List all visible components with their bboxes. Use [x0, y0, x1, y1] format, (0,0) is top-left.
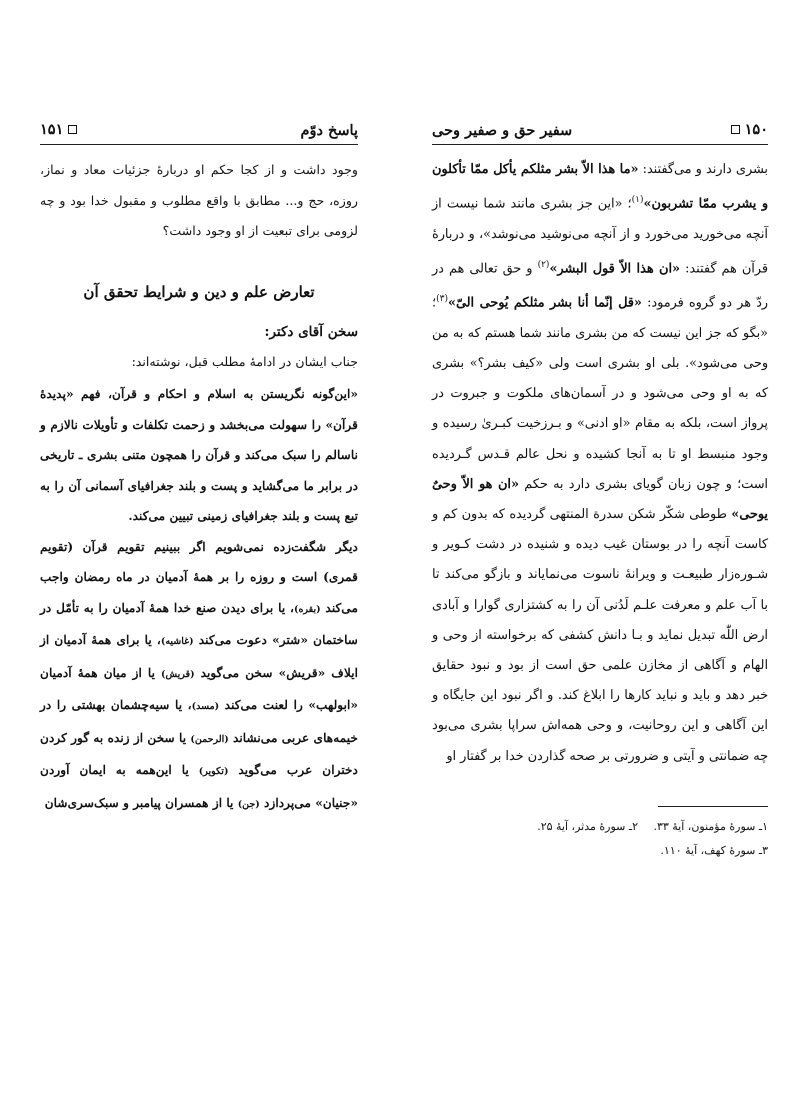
footnote-3: ۳ـ سورۀ کهف، آیۀ ۱۱۰. — [660, 843, 768, 857]
quote-paragraph — [40, 532, 358, 821]
body-text: و حق تعالی هم در ردّ هر دو گروه فرمود: — [432, 261, 768, 311]
footnote-marker: (۲) — [537, 259, 550, 270]
quote-paragraph: «این‌گونه نگریستن به اسلام و احکام و قرآن، فهم «پدیدۀ قرآن» را سهولت می‌بخشد و زحمت تکلفات و تأویلات نالازم و ناسالم را سبک می‌کند و قرآن را همچون متنی بشری ـ تاریخی در برابر ما می‌گشاید و پست و بلند جغرافیای آسمانی آن را به تبع پست و بلند جغرافیای زمینی تبیین می‌کند. — [40, 387, 358, 523]
surah-reference: (قریش) — [161, 668, 195, 680]
footnote-row — [432, 839, 768, 863]
square-ornament-icon — [731, 125, 740, 134]
page-header — [40, 118, 358, 145]
body-text: ؛ «بگو که جز این نیست که من بشری مانند شما هستم که به من وحی می‌شود». بلی او بشری است ولی «کیف بشر؟» بشری که به او وحی می‌شود و در آسمان‌های ملکوت و جبروت در پرواز است، بلکه به مقام «او ادنی» و بـرزخیت کبـریٰ رسیده و وجود منبسط او تا به آنجا کشیده و نحل عالم قـدس گـردیده است؛ و چون زبان گویای بشری دارد به حکم — [432, 295, 768, 492]
page-number-text: ۱۵۱ — [40, 121, 64, 138]
speaker-label: سخن آقای دکتر: — [264, 323, 358, 340]
left-page — [40, 118, 358, 820]
running-title: پاسخ دوّم — [300, 122, 358, 139]
quote-text: ، یا سیه‌چشمان بهشتی را در خیمه‌های عربی می‌نشاند — [40, 698, 358, 745]
quranic-quote: «ان هذا الاّ قول البشر» — [549, 261, 680, 277]
section-heading: تعارض علم و دین و شرایط تحقق آن — [83, 282, 315, 301]
footnote-2: ۲ـ سورۀ مدثر، آیۀ ۲۵. — [537, 819, 638, 833]
quranic-quote: «ان هو الاّ وحیٌ یوحی» — [432, 476, 768, 523]
footnote-1: ۱ـ سورۀ مؤمنون، آیۀ ۳۳. — [653, 819, 768, 833]
body-text: ؛ «این جز بشری مانند شما نیست از آنچه می‌خورید می‌خورد و از آنچه می‌نوشید می‌نوشد»، و دربارۀ قرآن هم گفتند: — [432, 196, 768, 277]
quote-text: یا از میان همۀ آدمیان «ابولهب» را لعنت می‌کند — [40, 665, 358, 712]
surah-reference: (الرحمن) — [190, 733, 229, 745]
surah-reference: (غاشیه) — [160, 636, 194, 647]
surah-reference: (بقره) — [293, 603, 321, 615]
surah-reference: (تکویر) — [198, 766, 229, 777]
quranic-quote: «ما هذا الاّ بشر مثلکم یأکل ممّا تأکلون و یشرب ممّا تشربون» — [432, 162, 769, 212]
footnote-divider — [658, 806, 768, 807]
quranic-quote: «قل إنّما أنا بشر مثلکم یُوحی الیّ» — [447, 295, 642, 311]
continuation-paragraph: وجود داشت و از کجا حکم او دربارۀ جزئیات معاد و نماز، روزه، حج و... مطابق با واقع مطلوب و مقبول خدا بود و چه لزومی برای تبعیت از او وجود داشت؟ — [40, 162, 358, 238]
surah-reference: (جن) — [237, 798, 260, 810]
quote-text: دیگر شگفت‌زده نمی‌شویم اگر ببینیم تقویم قرآن (تقویم قمری) است و روزه را بر همۀ آدمیان در ماه رمضان واجب می‌کند — [40, 539, 358, 615]
footnote-marker: (۳) — [436, 294, 448, 305]
page-number — [40, 121, 77, 138]
footnote-marker: (۱) — [631, 195, 644, 206]
square-ornament-icon — [68, 125, 77, 134]
footnote-row — [432, 815, 768, 839]
quote-text: یا از همسران پیامبر و سبک‌سری‌شان — [44, 795, 238, 810]
quote-text: یا این‌همه به ایمان آوردن «جنیان» می‌پردازد — [40, 763, 358, 810]
running-title: سفیر حق و صفیر وحی — [432, 122, 573, 139]
quote-text: ، یا برای دیدن صنع خدا همۀ آدمیان را به تأمّل در ساختمان «شتر» دعوت می‌کند — [40, 600, 358, 647]
page-header — [432, 118, 768, 145]
quote-text: یا سخن از زنده به گور کردن دختران عرب می‌گوید — [40, 730, 358, 777]
intro-line: جناب ایشان در ادامۀ مطلب قبل، نوشته‌اند: — [131, 353, 358, 369]
body-text: طوطی شکّر شکن سدرة المنتهی گردیده که بدون کم و کاست آنچه را در بوستان غیب دیده و شنیده در دشت کـویر و شـوره‌زار طبیعـت و ویرانۀ ناسوت می‌نمایاند و بازگو می‌کند تا با آب علم و معرفت علـم لَدُنی آن را به کشتزاری گوارا و آبادی ارض اللّٰه تبدیل نماید و بـا دانش کشفی که برخواسته از وحی و الهام و آگاهی از مخازن علمی حق است از بود و نبود حقایق خبر دهد و باید و نباید کارها را ابلاغ کند. و اگر نبود این جایگاه و این آگاهی و این روحانیت، و وحی همه‌اش سراپا بشری می‌بود چه ضمانتی و آیتی و ضرورتی بر صحه گذاردن خدا بر گفتار او — [432, 507, 768, 764]
right-page — [432, 118, 768, 863]
quote-text: ، یا برای همۀ آدمیان از ایلاف «قریش» سخن می‌گوید — [40, 633, 358, 680]
surah-reference: (مسد) — [191, 701, 220, 712]
page-number — [731, 121, 768, 138]
body-text: بشری دارند و می‌گفتند: — [638, 162, 768, 177]
page-number-text: ۱۵۰ — [744, 121, 768, 138]
body-paragraph — [432, 155, 768, 772]
